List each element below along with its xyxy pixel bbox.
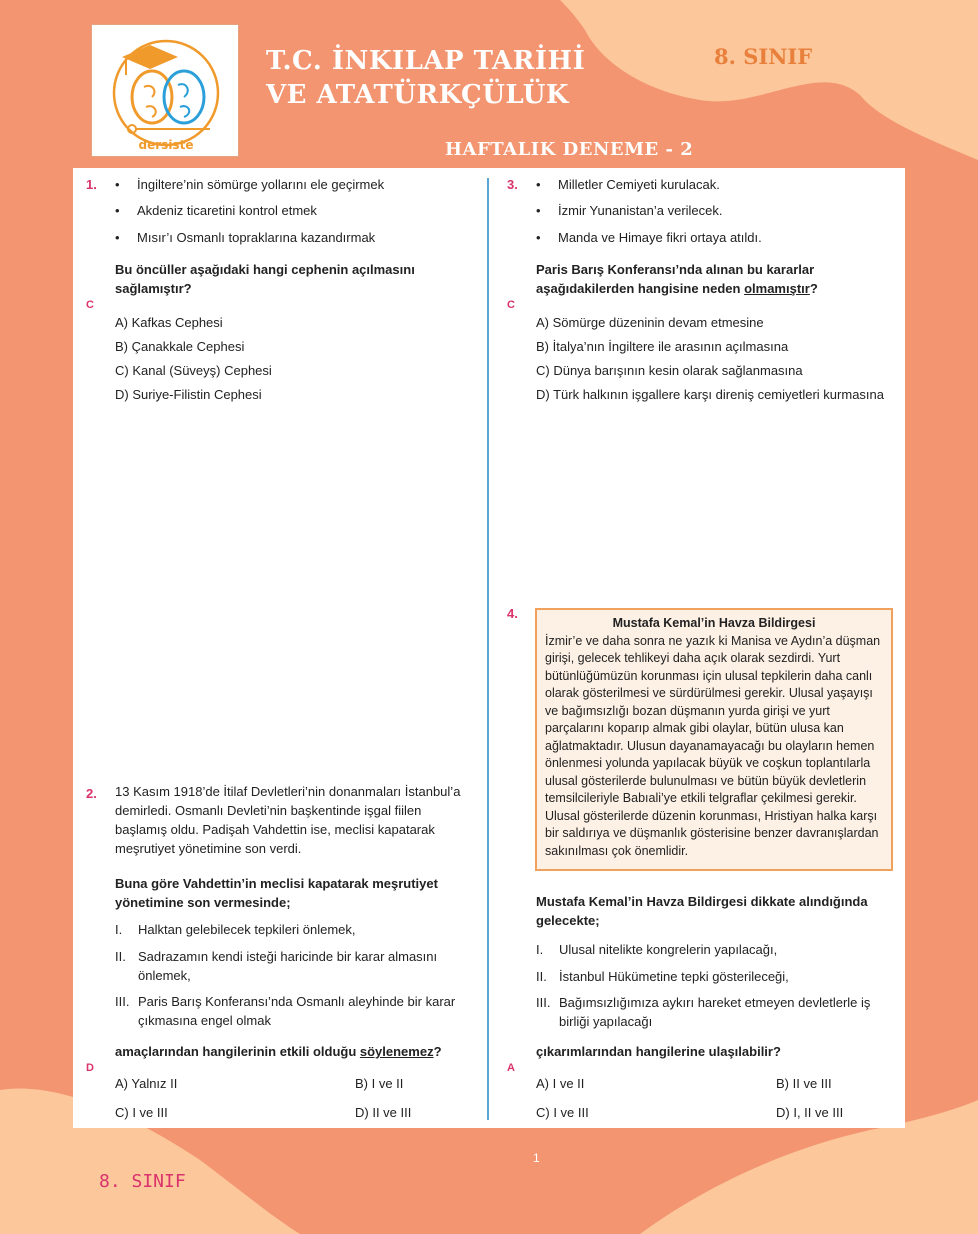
q1-option-c[interactable]: C) Kanal (Süveyş) Cephesi: [115, 363, 272, 378]
title-line-2: VE ATATÜRKÇÜLÜK: [266, 80, 569, 110]
q2-item-number: I.: [115, 922, 123, 937]
box-title: Mustafa Kemal’in Havza Bildirgesi: [612, 616, 816, 630]
q1-option-b[interactable]: B) Çanakkale Cephesi: [115, 339, 245, 354]
q4-item-text: Ulusal nitelikte kongrelerin yapılacağı,: [559, 942, 778, 957]
q2-answer-key: D: [86, 1062, 94, 1074]
q2-option-c[interactable]: C) I ve III: [115, 1105, 168, 1120]
q4-option-d[interactable]: D) I, II ve III: [776, 1105, 844, 1120]
q2-option-d[interactable]: D) II ve III: [355, 1105, 412, 1120]
q3-stem-end: ?: [809, 281, 818, 296]
q4-number: 4.: [507, 606, 518, 621]
q2-tail-underlined: söylenemez: [359, 1044, 434, 1059]
title-line-1: T.C. İNKILAP TARİHİ: [266, 46, 586, 76]
q2-item-text: Halktan gelebilecek tepkileri önlemek,: [138, 922, 356, 937]
q2-tail-text: amaçlarından hangilerinin etkili olduğu: [115, 1044, 360, 1059]
q2-item-number: II.: [115, 949, 126, 964]
q2-option-a[interactable]: A) Yalnız II: [115, 1076, 178, 1091]
q4-item-number: I.: [536, 942, 544, 957]
q3-number: 3.: [507, 177, 518, 192]
q3-answer-key: C: [507, 299, 515, 311]
q4-item-text: İstanbul Hükümetine tepki gösterileceği,: [559, 969, 789, 984]
box-text: İzmir’e ve daha sonra ne yazık ki Manisa ve Aydın’a düşman girişi, gelecek tehlikeyi daha açık olarak sezdirdi. Yurt bütünlüğümüzün korunması için ulusal tepkilerin daha canlı olarak gösterilmesi ve sürdürülmesi gerekir. Ulusal yaşayışı ve bağımsızlığı bozan düşmanın yurda girişi ve yurt parçalarını koparıp almak gibi olaylar, bütün ulusa kan ağlatmaktadır. Ulusun dayanamayacağı bu olayların hemen önlenmesi yolunda yapılacak büyük ve coşkun toplantılarla ulusal gösterilerde bulunulması ve bütün büyük devletlerin temsilcileriyle Babıali’ye etkili telgraflar çekilmesi gerekir. Ulusal gösterilerde düzenin korunması, Hristiyan halka karşı bir saldırıya ve düşmanlık gösterisine benzer davranışlardan sakınılması çok önemlidir.: [545, 633, 881, 858]
q4-answer-key: A: [507, 1062, 515, 1074]
q2-item-text: Sadrazamın kendi isteği haricinde bir karar almasını önlemek,: [138, 949, 438, 983]
q4-item-number: III.: [536, 995, 551, 1010]
q4-question-tail: çıkarımlarından hangilerine ulaşılabilir?: [536, 1044, 781, 1059]
q3-stem: [536, 260, 896, 298]
logo: [91, 24, 239, 157]
column-divider: [487, 178, 489, 1120]
q3-stem-underlined: olmamıştır: [744, 281, 810, 296]
q4-stem: Mustafa Kemal’in Havza Bildirgesi dikkate alındığında gelecekte;: [536, 894, 868, 928]
q3-option-b[interactable]: B) İtalya’nın İngiltere ile arasının açılmasına: [536, 339, 789, 354]
page-title: [266, 44, 585, 112]
q4-item-number: II.: [536, 969, 547, 984]
q2-question-tail: [115, 1042, 475, 1061]
q4-option-a[interactable]: A) I ve II: [536, 1076, 585, 1091]
q3-bullet-text: Manda ve Himaye fikri ortaya atıldı.: [558, 230, 762, 245]
q4-option-c[interactable]: C) I ve III: [536, 1105, 589, 1120]
q3-option-c[interactable]: C) Dünya barışının kesin olarak sağlanmasına: [536, 363, 803, 378]
havza-bildirgesi-box: [535, 608, 893, 871]
q4-item-text: Bağımsızlığımıza aykırı hareket etmeyen devletlerle iş birliği yapılacağı: [559, 995, 871, 1029]
q1-bullet-text: Akdeniz ticaretini kontrol etmek: [137, 203, 317, 218]
q1-option-d[interactable]: D) Suriye-Filistin Cephesi: [115, 387, 262, 402]
page-number: 1: [533, 1151, 540, 1165]
q1-number: 1.: [86, 177, 97, 192]
q2-passage: 13 Kasım 1918’de İtilaf Devletleri’nin donanmaları İstanbul’a demirledi. Osmanlı Devleti’nin başkentinde işgal fiilen başlamış oldu. Padişah Vahdettin ise, meclisi kapatarak meşrutiyet yönetimine son verdi.: [115, 784, 461, 856]
exam-subtitle: HAFTALIK DENEME - 2: [445, 139, 694, 160]
q3-bullet-text: İzmir Yunanistan’a verilecek.: [558, 203, 723, 218]
q2-tail-end: ?: [433, 1044, 442, 1059]
footer-grade-label: 8. SINIF: [99, 1171, 186, 1192]
q2-option-b[interactable]: B) I ve II: [355, 1076, 404, 1091]
q1-answer-key: C: [86, 299, 94, 311]
q2-item-number: III.: [115, 994, 130, 1009]
q2-item-text: Paris Barış Konferansı’nda Osmanlı aleyhinde bir karar çıkmasına engel olmak: [138, 994, 456, 1028]
q3-stem-text: Paris Barış Konferansı’nda alınan bu kararlar aşağıdakilerden hangisine neden: [536, 262, 815, 296]
q1-bullet-text: İngiltere’nin sömürge yollarını ele geçirmek: [137, 177, 385, 192]
q2-number: 2.: [86, 786, 97, 801]
q4-option-b[interactable]: B) II ve III: [776, 1076, 832, 1091]
logo-text: dersiste: [138, 138, 194, 152]
q1-option-a[interactable]: A) Kafkas Cephesi: [115, 315, 223, 330]
q1-stem: Bu öncüller aşağıdaki hangi cephenin açılmasını sağlamıştır?: [115, 262, 415, 296]
q3-option-d[interactable]: D) Türk halkının işgallere karşı direniş cemiyetleri kurmasına: [536, 387, 884, 402]
q3-bullet-text: Milletler Cemiyeti kurulacak.: [558, 177, 720, 192]
grade-label: 8. SINIF: [714, 44, 813, 69]
q1-bullet-text: Mısır’ı Osmanlı topraklarına kazandırmak: [137, 230, 376, 245]
q2-stem: Buna göre Vahdettin’in meclisi kapatarak meşrutiyet yönetimine son vermesinde;: [115, 876, 438, 910]
q3-option-a[interactable]: A) Sömürge düzeninin devam etmesine: [536, 315, 764, 330]
